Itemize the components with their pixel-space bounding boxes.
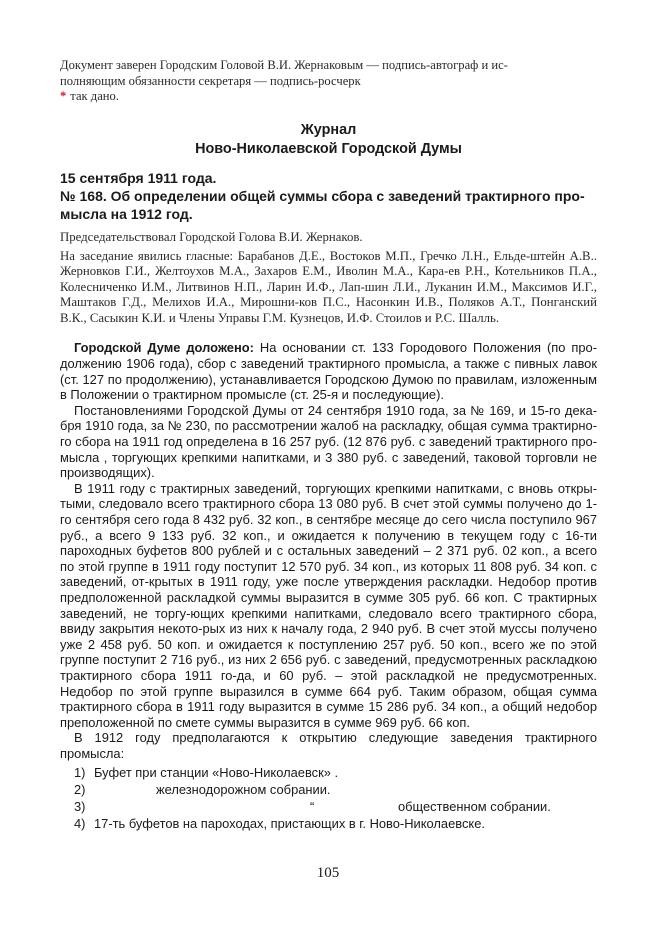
- list-item-text: Буфет при станции «Ново-Николаевск» .: [94, 764, 339, 780]
- report-body: [60, 340, 597, 761]
- document-page: [60, 58, 597, 832]
- list-item-number: 1): [74, 764, 86, 780]
- entry-title: № 168. Об определении общей суммы сбора с заведений трактирного про-мысла на 1912 год.: [60, 187, 585, 222]
- journal-title-line-2: Ново-Николаевской Городской Думы: [195, 140, 462, 157]
- list-item: [60, 815, 597, 832]
- list-item: [60, 781, 597, 798]
- list-item-text: железнодорожном собрании.: [156, 781, 331, 797]
- footnote-star-text: так дано.: [70, 89, 119, 103]
- paragraph-1-lead: Городской Думе доложено:: [74, 340, 254, 356]
- entry-heading: [60, 169, 597, 223]
- list-item: [60, 764, 597, 781]
- establishments-list: [60, 764, 597, 832]
- journal-title: [60, 121, 597, 159]
- paragraph-4: В 1912 году предполагаются к открытию следующие заведения трактирного промысла:: [60, 730, 597, 761]
- attendees-paragraph: На заседание явились гласные: Барабанов Д.Е., Востоков М.П., Гречко Л.Н., Ельде-штейн А.В.. Жерновков Г.И., Желтоухов М.А., Захаров Е.М., Иволин М.А., Кара-ев Р.Н., Котельников П.А., Колесниченко И.М., Литвинов Н.П., Ларин И.Ф., Лап-шин Л.И., Луканин И.М., Максимов И.Г., Маштаков Г.Д., Мелихов И.А., Мирошни-ков П.С., Насонкин И.В., Поляков А.Т., Понганский В.К., Сасыкин К.И. и Члены Управы Г.М. Кузнецов, И.Ф. Стоилов и Р.С. Шалль.: [60, 248, 597, 325]
- page-number: 105: [316, 865, 340, 881]
- journal-title-line-1: Журнал: [300, 121, 357, 138]
- list-item-number: 3): [74, 798, 86, 814]
- paragraph-3: В 1911 году с трактирных заведений, торгующих крепкими напитками, с вновь откры-тыми, следовало всего трактирного сбора 13 080 руб. В счет этой суммы получено до 1-го сентября сего года 8 432 руб. 32 коп., в сентябре месяце до сего числа поступило 967 руб., а всего 9 133 руб. 32 коп., и ожидается к получению в текущем году с 16-ти пароходных буфетов 800 рублей и с остальных заведений – 2 371 руб. 02 коп., а всего по этой группе в 1911 году поступит 12 570 руб. 34 коп., из которых 11 808 руб. 34 коп. с заведений, от-крытых в 1911 году, уже после утверждения раскладки. Недобор против предположенной раскладкой суммы выразится в сумме 305 руб. 66 коп. С трактирных заведений, не торгу-ющих крепкими напитками, следовало всего трактирного сбора, ввиду закрытия некото-рых из них к началу года, 2 940 руб. В счет этой муссы получено уже 2 458 руб. 50 коп. и ожидается к поступлению 257 руб. 50 коп., всего же по этой группе поступит 2 716 руб., из них 2 656 руб. с заведений, предусмотренных раскладкою трактирного сбора 1911 го-да, и 60 руб. – этой раскладкой не предусмотренных. Недобор по этой группе выразился в сумме 664 руб. Таким образом, общая сумма трактирного сбора в 1911 году выразится в сумме 15 286 руб. 34 коп., а общий недобор преположенной по смете суммы выразится в сумме 969 руб. 66 коп.: [60, 480, 597, 730]
- paragraph-2: Постановлениями Городской Думы от 24 сентября 1910 года, за № 169, и 15-го дека-бря 1910 года, за № 230, по рассмотрении жалоб на раскладку, общая сумма трактирно-го сбора на 1911 год определена в 16 257 руб. (12 876 руб. с заведений трактирного про-мысла , торгующих крепкими напитками, и 3 380 руб. с заведений, таковой торговли не производящих).: [60, 402, 597, 481]
- list-item-number: 4): [74, 815, 86, 831]
- list-item-text: 17-ть буфетов на пароходах, пристающих в г. Ново-Николаевске.: [94, 815, 485, 831]
- paragraph-1: [60, 340, 597, 402]
- footnote-line-2: полняющим обязанности секретаря — подпись-росчерк: [60, 73, 361, 88]
- footnote-line-1: Документ заверен Городским Головой В.И. Жернаковым — подпись-автограф и ис-: [60, 58, 508, 72]
- list-item: [60, 798, 597, 815]
- ditto-mark: “: [310, 798, 315, 814]
- list-item-number: 2): [74, 781, 86, 797]
- list-item-text: общественном собрании.: [398, 798, 551, 814]
- entry-date: 15 сентября 1911 года.: [60, 169, 217, 186]
- paragraph-1-text: На основании ст. 133 Городового Положения (по про-должению 1906 года), сбор с заведений трактирного промысла, а также с пивных лавок (ст. 127 по продолжению), устанавливается Городскою Думою по правилам, изложенным в Положении о трактирном промысле (ст. 25-я и последующие).: [60, 340, 598, 403]
- footnote-star-line: [60, 89, 597, 105]
- chairman-line: Председательствовал Городской Голова В.И. Жернаков.: [60, 229, 363, 244]
- footnote-star-mark: *: [60, 89, 67, 103]
- footnote: [60, 58, 597, 105]
